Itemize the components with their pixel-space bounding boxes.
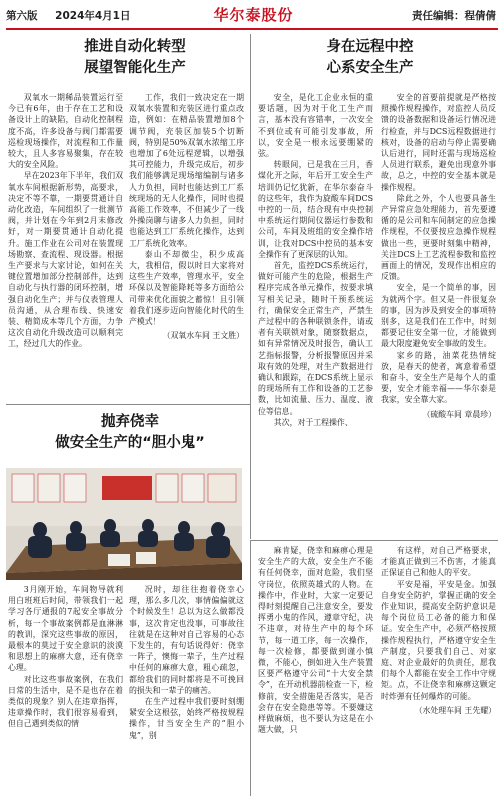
masthead-left [6, 8, 131, 23]
article1-paragraph: 早在2023年下半年，我们双氧水车间根据新形势，高要求，决定不等不靠，一期要贯通计自动化改造，车间组织了一批测节阀，并计划在今年到2月末修改好，对一期要贯通计自动化提升。施工作业在公司对在装置现场勘察、查流程、现设器。根据生产要求与大家讨论，如何在关键位置增加部分控制部件，达到自动化与执行器的闭环控制，增强自动化生产；并与仪表管理人员沟通，从合理布线、快速安装、精简成本等几个方面，力争这次自动化升级改造可以顺利完工，经过几大的作业。 [8, 171, 123, 349]
article3-column1 [8, 584, 123, 796]
article1-column1 [8, 92, 123, 398]
meeting-room-illustration [6, 468, 242, 580]
article3-title-line2: 做安全生产的“胆小鬼” [55, 435, 205, 451]
article3-paragraph: 有这样，对自己严格要求，才能真正做到三不伤害，才能真正保证自己和他人的平安。 [381, 546, 496, 578]
article2-title-line2: 心系安全生产 [326, 60, 414, 76]
article-divider [6, 404, 250, 405]
article3-title-line1: 抛弃侥幸 [101, 414, 159, 430]
article2-title-line1: 身在远程中控 [326, 39, 414, 55]
article3-column3 [258, 545, 373, 796]
article2-paragraph: 除此之外，个人也要具备生产异常应急处理能力，首先要遵循的是公司和车间制定的应急操作规程，不仅要按应急操作规程做出一些，更要时刻集中精神，关注DCS上工艺流程参数和监控画面上的情况，发现作出相应的反馈。 [381, 193, 496, 282]
article2-headline [262, 37, 478, 79]
article3-paragraph: 麻肯疑，侥幸和麻痹心理是安全生产的大敌，安全生产不能有任何侥幸，面对危险，我们坚守岗位，依照英雄式的人物。在操作中，作业时，大家一定要记得时刻提醒自己注意安全，要发挥勇小鬼的作风，遵章守纪，决不违章，对待生产中的每个环节，每一道工序，每一次操作，每一次检修，都要做到谨小慎微，不能心，倒如进入生产装置区要严格遵守公司“十大安全禁令”，在开动机器前检查一下，检修前，安全措施是否落实，是否会存在安全隐患等等。不要嫌这样做麻烦，也不要认为这是在小题大做，只 [258, 546, 373, 735]
article1-title-line1: 推进自动化转型 [84, 39, 186, 55]
article2-paragraph: 安全的首要前提就是严格按照操作规程操作，对监控人员反馈的设备数据和设备运行情况进行检查，并与DCS远程数据进行核对，设备的启动与停止需要确认后进行，同时还需与现场巡检人员进行联系，避免出现意外事故，总之，中控的安全基本就是操作规程。 [381, 93, 496, 192]
article3-paragraph: 对比这些事故案例，在我们日常的生活中，是不是也存在着类似的现象？别人在违章指挥，违章操作时，我们很容易看到，但自己遇到类似的情 [8, 674, 123, 729]
article3-paragraph: 在生产过程中我们要时刻绷紧安全这根弦，始终严格按规程操作，甘当安全生产的“胆小鬼”，别 [129, 697, 244, 740]
issue-date: 2024年4月1日 [55, 10, 131, 22]
page-label: 第六版 [6, 10, 38, 22]
article-divider [250, 540, 498, 541]
article2-byline: （硫酸车间 章晨珍） [422, 409, 496, 419]
article1-paragraph: 泰山不却微尘，积少成高大，我相信，假以时日大家将对这些生产效率，管理水平，安全环保以及智能降耗等多方面给公司带来优化面貌之蓄惊！且引领着我们逐步迈向智能化时代的生产模式！ [129, 249, 244, 327]
article2-column2 [381, 92, 496, 537]
article3-paragraph: 况时，却往往抱着侥幸心理，那么多几次，事情偏偏就这个时候发生！总以为这么做都没事，这次肯定也没事，可事故往往就是在这种对自己容易的心态下发生的，有句话说得好：侥幸一阵子，懊悔一辈子，生产过程中任何的麻痹大意，粗心疏忽，都给我们的同时都将是不可挽回的损失和一辈子的痛苦。 [129, 585, 244, 695]
article2-paragraph: 安全，是一个简单的事，因为就两个字。但又是一件很复杂的事，因为涉及到安全的事项特别多，这是我们在工作中，时刻都要记住安全第一位，才能做到最大限度避免安全事故的发生。 [381, 283, 496, 349]
article3-paragraph: 平安是福，平安是金。加强自身安全防护，掌握正确的安全作业知识，提高安全防护意识是每个岗位员工必备的能力和保证。安全生产中，必须严格按照操作规程执行，严格遵守安全生产制度，只要我们自己、对家庭、对企业最好的负责任，愿我们每个人都能在安全工作中守规矩。点，不让侥幸和麻痹这颗定时炸弹有任何爆炸的可能。 [381, 579, 496, 701]
article2-paragraph: 安全，是化工企业永恒的重要话题，因为对于化工生产而言，基本没有容错率，一次安全不到位或有可能引发事故，所以，安全是一根永远要绷紧的弦。 [258, 93, 373, 159]
article3-headline [25, 412, 235, 454]
paper-name: 华尔泰股份 [213, 6, 294, 24]
article2-column1 [258, 92, 373, 537]
article2-paragraph: 其次，对于工程操作、 [273, 417, 353, 427]
column-divider [250, 34, 251, 539]
column-divider [250, 540, 251, 796]
article1-column2 [129, 92, 244, 398]
masthead [6, 2, 498, 28]
article1-headline [30, 37, 240, 79]
article1-byline: （双氧水车间 王文胜） [162, 331, 244, 341]
article3-byline: （水处理车间 王先耀） [414, 705, 496, 715]
editor-credit: 责任编辑：程倩倩 [412, 10, 496, 22]
masthead-rule [6, 28, 498, 30]
article2-paragraph: 首先，监控DCS系统运行，做好可能产生的危险，根据生产程序完成各单元操作，按要求填写相关记录，随时干预系统运行，确保安全正常生产，严禁生产过程中的各种联锁条件，请或者有关联锁对象，随察数据点，如有异常情况及时报告，确认工艺指标报警，分析报警原因并采取有效的处理，对生产数据进行确认和跟踪，在DCS系统上显示的现场所有工作和设备的工艺参数，比如流量、压力、温度、液位等信息。 [258, 261, 373, 416]
article3-paragraph: 3月刚开始，车间物导就利用白班班后时间，带领我们一起学习各厅通报的7起安全事故分析，每一个事故案例都是血淋淋的教训，深究这些事故的原因，最根本的莫过于安全意识的淡漠和思想上的麻痹大意，还有侥幸心理。 [8, 585, 123, 673]
article2-paragraph: 家乡的路，油菜花热情绽放，是春天的使者，寓意着希望和奋斗，安全生产是每个人的重要，安全才能幸福——华尔泰是我家，安全靠大家。 [381, 350, 496, 405]
article2-paragraph: 转眼间，已是我在三月，香煤化开之际，年后开工安全生产培训仍记忆犹新，在华尔泰奋斗的这些年，我作为旋酸车间DCS中控的一员，结合现有中央控制中系统运行期间仪器运行参数和公司，车间及班组的安全操作培训，让我对DCS中控员的基本安全操作有了更深层的认知。 [258, 160, 373, 259]
article1-paragraph: 工作，我们一致决定在一期双氧水装置和充装区进行重点改造，例如：在精品装置增加8个调节阀，充装区加装5个切断阀，特别是50%双氧水浓缩工序也增加了6处远程逻辑，以增强其可控能力，升级完成后，初步我们能够满足现场缩编制与诸多人力负担，同时也能达到工厂系统现场的无人化操作，同时也提高能工作效率，不但减少了一线外操岗聊与诸多人力负担，同时也能达到工厂系统化操作，达到工厂系统化效率。 [129, 93, 244, 248]
article3-column2 [129, 584, 244, 796]
safety-training-photo [6, 468, 242, 580]
article3-column4 [381, 545, 496, 796]
article1-title-line2: 展望智能化生产 [84, 60, 186, 76]
article1-paragraph: 双氧水一期稀品装置运行至今已有6年，由于存在工艺和设备设计上的缺陷，自动化控制程度不高，许多设备与阀门都需要巡检现场操作，对流程和工作量较大，且人多容易聚集，存在较大的安全风险。 [8, 93, 123, 170]
